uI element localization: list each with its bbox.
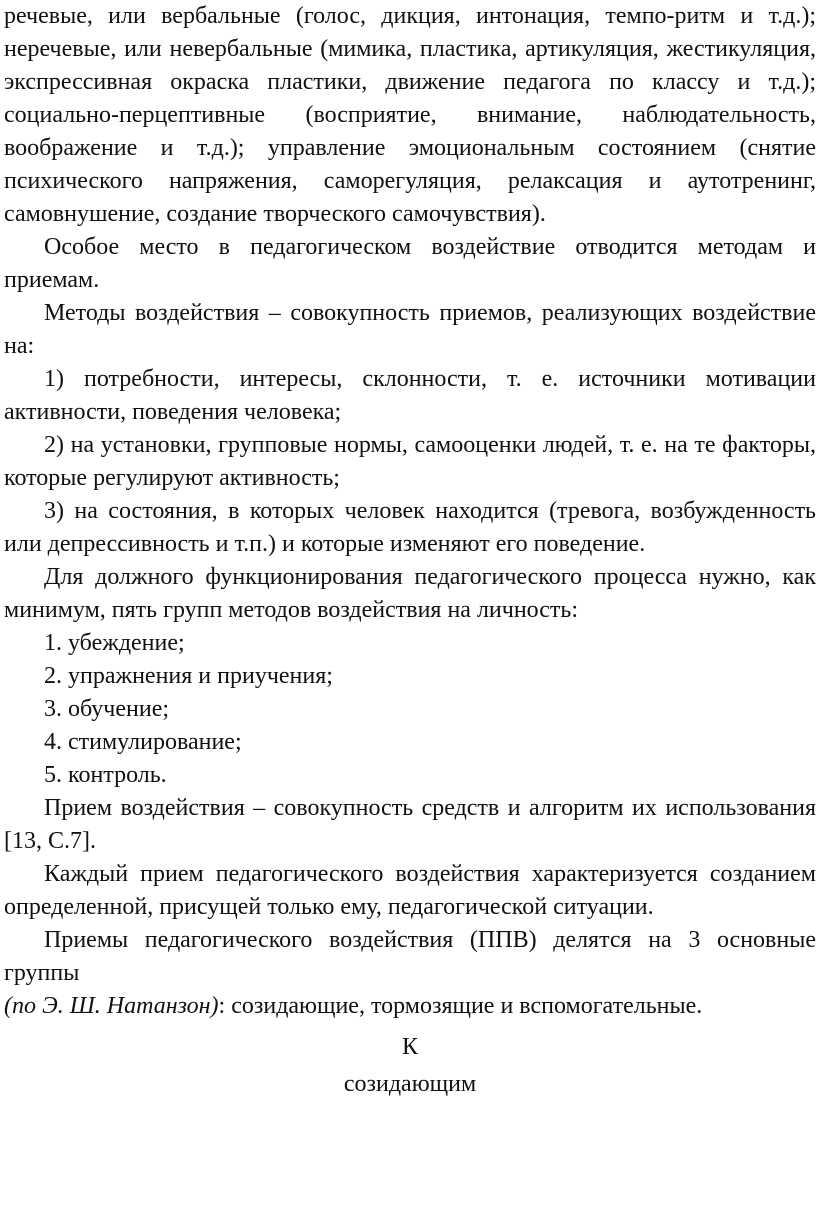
paragraph-item-needs: 1) потребности, интересы, склонности, т. е. источники мотивации активности, поведения человека; <box>4 366 816 425</box>
methods-list <box>4 627 816 792</box>
ppv-types-text: : созидающие, тормозящие и вспомогательные. <box>218 993 703 1019</box>
paragraph-item-attitudes: 2) на установки, групповые нормы, самооценки людей, т. е. на те факторы, которые регулируют активность; <box>4 432 816 491</box>
heading-line-k: К <box>401 1034 418 1060</box>
list-item: 4. стимулирование; <box>44 729 242 755</box>
paragraph-methods-definition: Методы воздействия – совокупность приемов, реализующих воздействие на: <box>4 300 816 359</box>
paragraph-technique-definition: Прием воздействия – совокупность средств и алгоритм их использования [13, С.7]. <box>4 795 816 854</box>
list-item: 1. убеждение; <box>44 630 185 656</box>
paragraph-communication-types: речевые, или вербальные (голос, дикция, интонация, темпо-ритм и т.д.); неречевые, или невербальные (мимика, пластика, артикуляция, жестикуляция, экспрессивная окраска пластики, движение педагога по классу и т.д.); социально-перцептивные (восприятие, внимание, наблюдательность, воображение и т.д.); управление эмоциональным состоянием (снятие психического напряжения, саморегуляция, релаксация и аутотренинг, самовнушение, создание творческого самочувствия). <box>4 3 816 227</box>
paragraph-ppv-types <box>4 990 816 1023</box>
heading-line-constructive: созидающим <box>343 1071 477 1097</box>
list-item: 3. обучение; <box>44 696 170 722</box>
list-item: 2. упражнения и приучения; <box>44 663 333 689</box>
paragraph-five-groups: Для должного функционирования педагогического процесса нужно, как минимум, пять групп методов воздействия на личность: <box>4 564 816 623</box>
paragraph-ppv-groups: Приемы педагогического воздействия (ППВ) делятся на 3 основные группы <box>4 927 816 986</box>
paragraph-technique-situation: Каждый прием педагогического воздействия характеризуется созданием определенной, присущей только ему, педагогической ситуации. <box>4 861 816 920</box>
author-reference: (по Э. Ш. Натанзон) <box>4 993 219 1019</box>
list-item: 5. контроль. <box>44 762 167 788</box>
paragraph-methods-place: Особое место в педагогическом воздействие отводится методам и приемам. <box>4 234 816 293</box>
paragraph-item-states: 3) на состояния, в которых человек находится (тревога, возбужденность или депрессивность и т.п.) и которые изменяют его поведение. <box>4 498 816 557</box>
document-page <box>4 0 816 1101</box>
